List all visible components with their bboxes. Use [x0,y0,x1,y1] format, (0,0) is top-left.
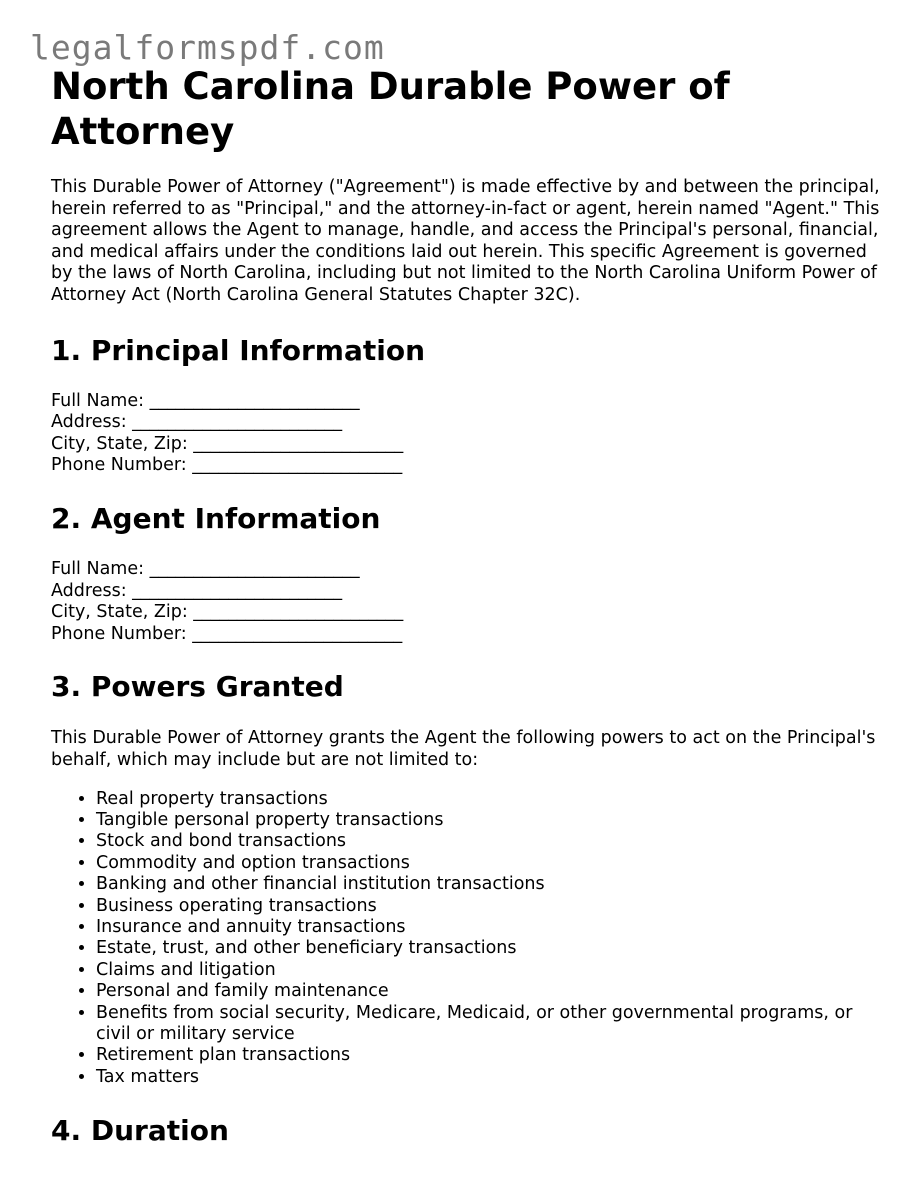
duration-section [51,1114,881,1148]
duration-heading: 4. Duration [51,1114,229,1148]
agent-full-name-field[interactable]: Full Name: ________________________ [51,558,360,579]
intro-paragraph: This Durable Power of Attorney ("Agreement") is made effective by and between the principal, herein referred to as "Principal," and the attorney-in-fact or agent, herein named "Agent." This agreement allows the Agent to manage, handle, and access the Principal's personal, financial, and medical affairs under the conditions laid out herein. This specific Agreement is governed by the laws of North Carolina, including but not limited to the North Carolina Uniform Power of Attorney Act (North Carolina General Statutes Chapter 32C). [51,177,880,305]
list-item: • Business operating transactions [96,896,881,917]
principal-section [51,334,881,477]
list-item: • Real property transactions [96,789,881,810]
principal-city-state-zip-field[interactable]: City, State, Zip: ________________________ [51,433,404,454]
list-item: • Estate, trust, and other beneficiary transactions [96,938,881,959]
powers-section [51,670,881,1088]
agent-city-state-zip-field[interactable]: City, State, Zip: ________________________ [51,602,404,623]
principal-address-field[interactable]: Address: ________________________ [51,412,343,433]
principal-phone-field[interactable]: Phone Number: ________________________ [51,455,403,476]
agent-section [51,502,881,645]
principal-heading: 1. Principal Information [51,333,426,367]
list-item: • Tangible personal property transactions [96,810,881,831]
agent-fields [51,559,881,645]
list-item: • Insurance and annuity transactions [96,917,881,938]
principal-fields [51,391,881,477]
list-item: • Retirement plan transactions [96,1045,881,1066]
list-item: • Banking and other financial institution transactions [96,874,881,895]
list-item: • Benefits from social security, Medicare, Medicaid, or other governmental programs, or civil or military service [96,1003,881,1046]
list-item: • Claims and litigation [96,960,881,981]
list-item: • Personal and family maintenance [96,981,881,1002]
principal-full-name-field[interactable]: Full Name: ________________________ [51,390,360,411]
watermark: legalformspdf.com [30,28,385,67]
powers-heading: 3. Powers Granted [51,670,344,704]
document-title: North Carolina Durable Power of Attorney [51,65,730,153]
agent-heading: 2. Agent Information [51,501,381,535]
list-item: • Tax matters [96,1067,881,1088]
document-page [51,64,881,1148]
agent-phone-field[interactable]: Phone Number: ________________________ [51,623,403,644]
powers-list [51,789,881,1089]
powers-intro: This Durable Power of Attorney grants the Agent the following powers to act on the Principal's behalf, which may include but are not limited to: [51,728,876,770]
agent-address-field[interactable]: Address: ________________________ [51,580,343,601]
list-item: • Stock and bond transactions [96,831,881,852]
list-item: • Commodity and option transactions [96,853,881,874]
